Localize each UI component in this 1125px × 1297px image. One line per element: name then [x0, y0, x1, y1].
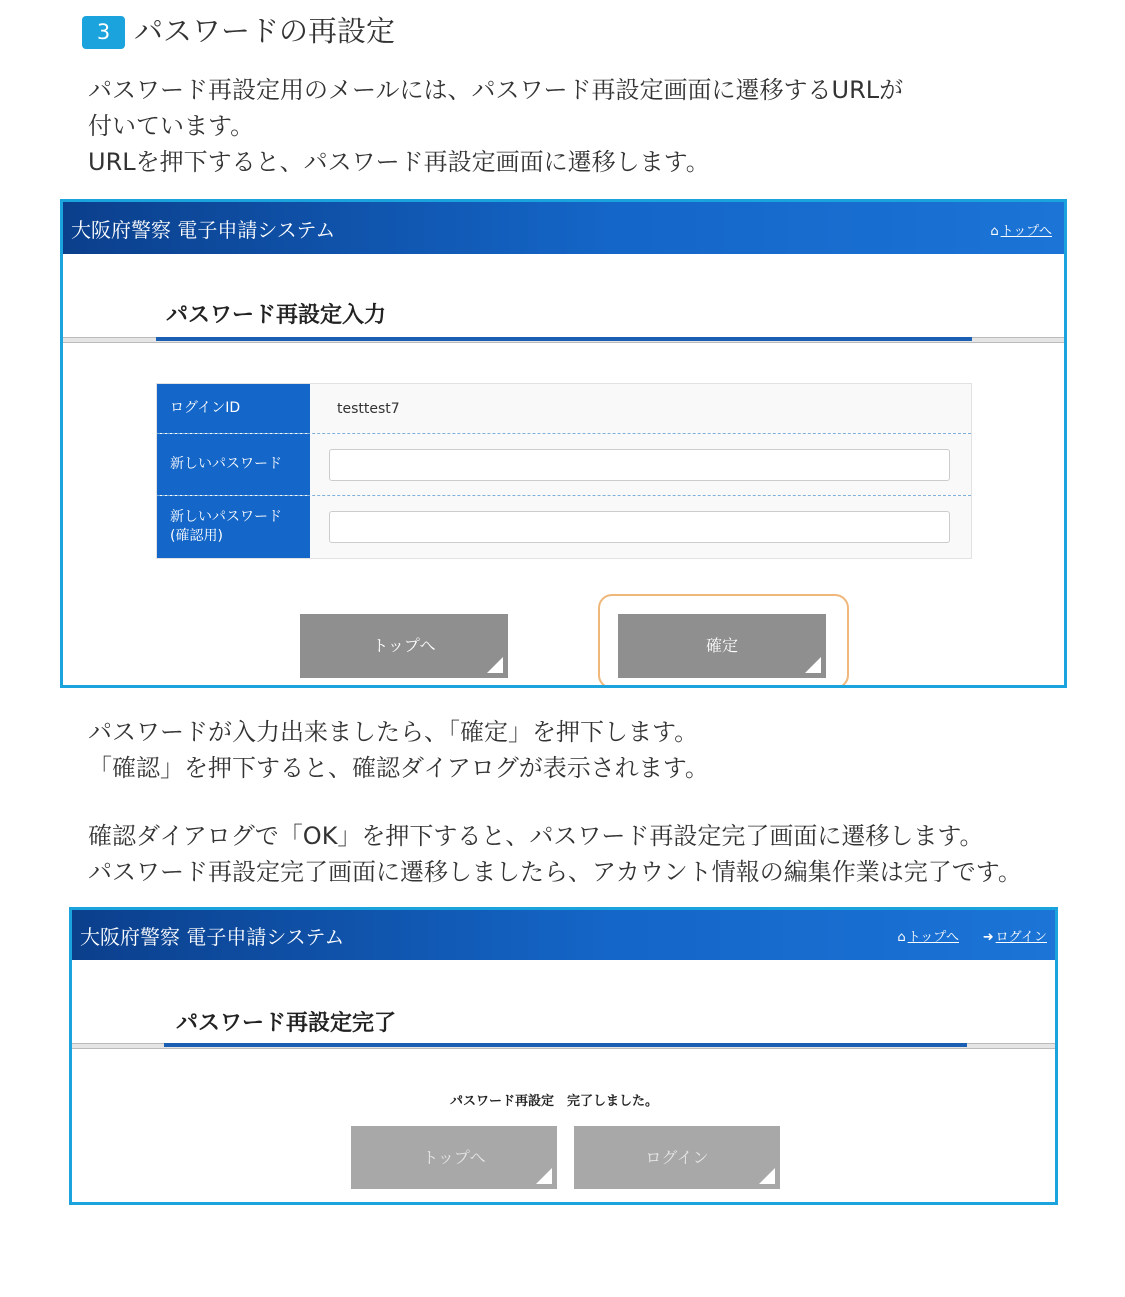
system-title: 大阪府警察 電子申請システム — [71, 218, 336, 242]
login-id-value: testtest7 — [337, 400, 400, 417]
top-button-label: トップへ — [422, 1148, 486, 1167]
home-icon: ⌂ — [897, 930, 906, 945]
form-row-login-id — [157, 384, 971, 433]
login-id-label — [157, 384, 310, 433]
home-icon: ⌂ — [990, 224, 999, 239]
password-reset-screenshot — [60, 199, 1067, 688]
page-title: パスワード再設定入力 — [166, 303, 387, 328]
login-id-cell — [310, 384, 971, 433]
intro-line-3: URLを押下すると、パスワード再設定画面に遷移します。 — [88, 148, 710, 176]
corner-triangle-icon — [487, 657, 503, 673]
top-link-label: トップへ — [1000, 224, 1052, 239]
confirm-password-label-line1: 新しいパスワード — [170, 509, 282, 525]
intro-line-2: 付いています。 — [88, 112, 255, 140]
login-icon: ➜ — [982, 930, 994, 945]
confirm-button[interactable] — [618, 614, 826, 678]
login-link[interactable] — [983, 926, 1047, 945]
new-password-cell — [310, 434, 971, 495]
heading-underline — [156, 337, 972, 341]
form-row-confirm-password — [157, 495, 971, 558]
instruction-line-4: パスワード再設定完了画面に遷移しましたら、アカウント情報の編集作業は完了です。 — [88, 858, 1022, 886]
heading-underline — [164, 1043, 967, 1047]
system-header — [72, 910, 1055, 960]
instruction-line-2: 「確認」を押下すると、確認ダイアログが表示されます。 — [88, 754, 709, 782]
corner-triangle-icon — [805, 657, 821, 673]
completion-message: パスワード再設定 完了しました。 — [450, 1094, 659, 1109]
password-reset-complete-screenshot — [69, 907, 1058, 1205]
instruction-line-3: 確認ダイアログで「OK」を押下すると、パスワード再設定完了画面に遷移します。 — [88, 822, 984, 850]
new-password-label — [157, 434, 310, 495]
new-password-label-text: 新しいパスワード — [170, 456, 282, 472]
system-header — [63, 202, 1064, 254]
top-link[interactable] — [897, 926, 959, 945]
login-button[interactable] — [574, 1126, 780, 1189]
intro-line-1: パスワード再設定用のメールには、パスワード再設定画面に遷移するURLが — [88, 76, 904, 104]
step-title: パスワードの再設定 — [134, 14, 396, 48]
system-title: 大阪府警察 電子申請システム — [80, 925, 345, 949]
confirm-password-cell — [310, 496, 971, 558]
confirm-password-label — [157, 496, 310, 558]
corner-triangle-icon — [536, 1168, 552, 1184]
login-button-label: ログイン — [645, 1148, 709, 1167]
new-password-input[interactable] — [329, 449, 950, 481]
top-button[interactable] — [351, 1126, 557, 1189]
form-row-new-password — [157, 433, 971, 495]
corner-triangle-icon — [759, 1168, 775, 1184]
step-number-badge: 3 — [82, 16, 125, 49]
top-link[interactable] — [990, 220, 1052, 239]
login-link-label: ログイン — [995, 930, 1047, 945]
page-title: パスワード再設定完了 — [176, 1011, 397, 1036]
instruction-line-1: パスワードが入力出来ましたら、「確定」を押下します。 — [88, 718, 699, 746]
confirm-password-label-line2: (確認用) — [170, 528, 223, 544]
password-form — [156, 383, 972, 559]
top-button[interactable] — [300, 614, 508, 678]
confirm-password-input[interactable] — [329, 511, 950, 543]
top-button-label: トップへ — [372, 636, 436, 655]
confirm-button-label: 確定 — [705, 636, 738, 655]
login-id-label-text: ログインID — [170, 400, 241, 416]
top-link-label: トップへ — [907, 930, 959, 945]
